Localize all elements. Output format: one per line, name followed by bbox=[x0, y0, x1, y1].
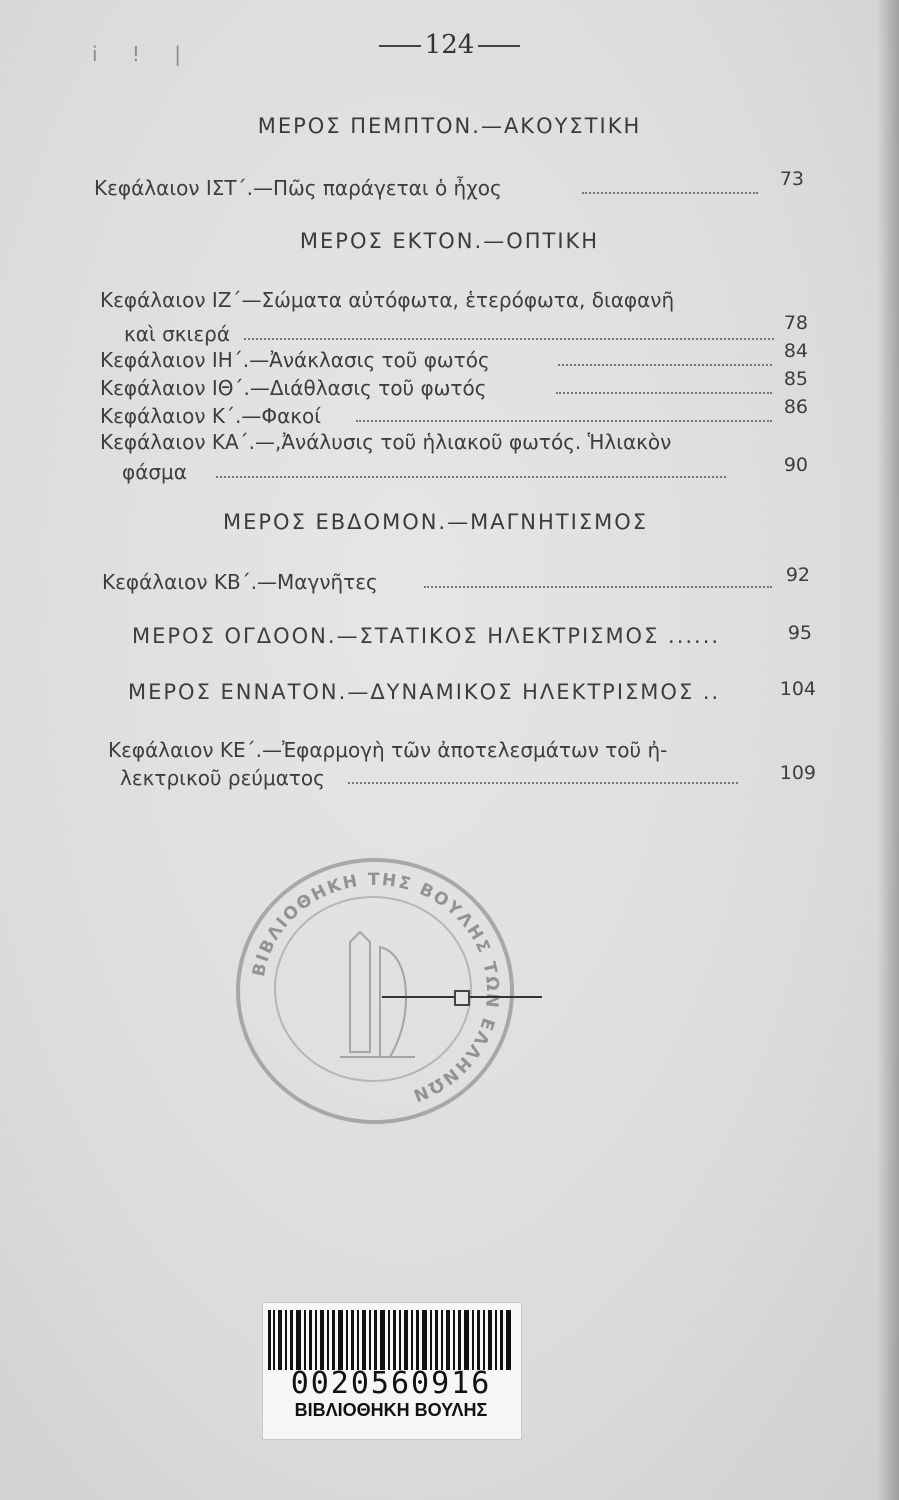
toc-entry-17-cont: καὶ σκιερά bbox=[124, 322, 231, 346]
toc-entry-18: Κεφάλαιον ΙΗ΄.—Ἀνάκλασις τοῦ φωτός bbox=[100, 348, 490, 372]
toc-leader-19 bbox=[556, 392, 772, 394]
page-number: 124 bbox=[424, 30, 475, 60]
toc-page-17: 78 bbox=[783, 312, 808, 334]
toc-entry-16: Κεφάλαιον ΙΣΤ΄.—Πῶς παράγεται ὁ ἦχος bbox=[94, 176, 502, 200]
stamp-text: ΒΙΒΛΙΟΘΗΚΗ ΤΗΣ ΒΟΥΛΗΣ ΤΩΝ ΕΛΛΗΝΩΝ bbox=[248, 869, 503, 1106]
section-heading-static-electricity: ΜΕΡΟΣ ΟΓΔΟΟΝ.—ΣΤΑΤΙΚΟΣ ΗΛΕΚΤΡΙΣΜΟΣ ...... bbox=[132, 624, 721, 648]
section-page-dynamic-electricity: 104 bbox=[779, 678, 816, 700]
toc-page-19: 85 bbox=[783, 368, 808, 390]
toc-page-21: 90 bbox=[783, 454, 808, 476]
barcode-library-name: ΒΙΒΛΙΟΘΗΚΗ ΒΟΥΛΗΣ bbox=[294, 1400, 488, 1420]
toc-page-22: 92 bbox=[785, 564, 810, 586]
toc-entry-21-cont: φάσμα bbox=[122, 460, 187, 484]
toc-leader-17 bbox=[244, 338, 774, 340]
section-heading-magnetism: ΜΕΡΟΣ ΕΒΔΟΜΟΝ.—ΜΑΓΝΗΤΙΣΜΟΣ bbox=[222, 510, 649, 534]
toc-page-20: 86 bbox=[783, 396, 808, 418]
toc-entry-22: Κεφάλαιον ΚΒ΄.—Μαγνῆτες bbox=[102, 570, 378, 594]
toc-entry-17: Κεφάλαιον ΙΖ΄—Σώματα αὐτόφωτα, ἑτερόφωτα, διαφανῆ bbox=[100, 288, 675, 312]
toc-leader-25 bbox=[348, 782, 738, 784]
library-stamp bbox=[236, 858, 514, 1124]
page-number-header bbox=[0, 30, 899, 60]
section-heading-acoustics: ΜΕΡΟΣ ΠΕΜΠΤΟΝ.—ΑΚΟΥΣΤΙΚΗ bbox=[257, 114, 642, 138]
page-edge-shadow bbox=[877, 0, 899, 1500]
section-heading-dynamic-electricity: ΜΕΡΟΣ ΕΝΝΑΤΟΝ.—ΔΥΝΑΜΙΚΟΣ ΗΛΕΚΤΡΙΣΜΟΣ .. bbox=[128, 680, 721, 704]
page-number-dash-right bbox=[478, 45, 520, 47]
edge-marks: i ! | bbox=[92, 42, 196, 66]
toc-entry-20: Κεφάλαιον Κ΄.—Φακοί bbox=[100, 404, 322, 428]
toc-leader-22 bbox=[424, 586, 772, 588]
toc-leader-21 bbox=[216, 476, 726, 478]
toc-leader-20 bbox=[356, 420, 772, 422]
toc-leader-16 bbox=[582, 192, 758, 194]
toc-entry-21: Κεφάλαιον ΚΑ΄.—,Ἀνάλυσις τοῦ ἡλιακοῦ φωτός. Ἡλιακὸν bbox=[100, 430, 672, 454]
toc-leader-18 bbox=[558, 364, 772, 366]
divider-ornament bbox=[454, 990, 470, 1006]
toc-page-16: 73 bbox=[779, 168, 804, 190]
section-heading-optics: ΜΕΡΟΣ ΕΚΤΟΝ.—ΟΠΤΙΚΗ bbox=[299, 229, 600, 253]
barcode-bars bbox=[268, 1310, 513, 1370]
svg-text:ΒΙΒΛΙΟΘΗΚΗ ΤΗΣ ΒΟΥΛΗΣ ΤΩΝ ΕΛΛΗ bbox=[249, 870, 502, 1106]
toc-entry-25: Κεφάλαιον ΚΕ΄.—Ἐφαρμογὴ τῶν ἀποτελεσμάτων τοῦ ἠ- bbox=[108, 738, 668, 762]
section-page-static-electricity: 95 bbox=[787, 622, 812, 644]
toc-page-18: 84 bbox=[783, 340, 808, 362]
toc-entry-25-cont: λεκτρικοῦ ρεύματος bbox=[120, 766, 325, 790]
toc-entry-19: Κεφάλαιον ΙΘ΄.—Διάθλασις τοῦ φωτός bbox=[100, 376, 487, 400]
toc-page-25: 109 bbox=[779, 762, 816, 784]
barcode-number: 0020560916 bbox=[290, 1366, 492, 1401]
page-number-dash-left bbox=[379, 45, 421, 47]
